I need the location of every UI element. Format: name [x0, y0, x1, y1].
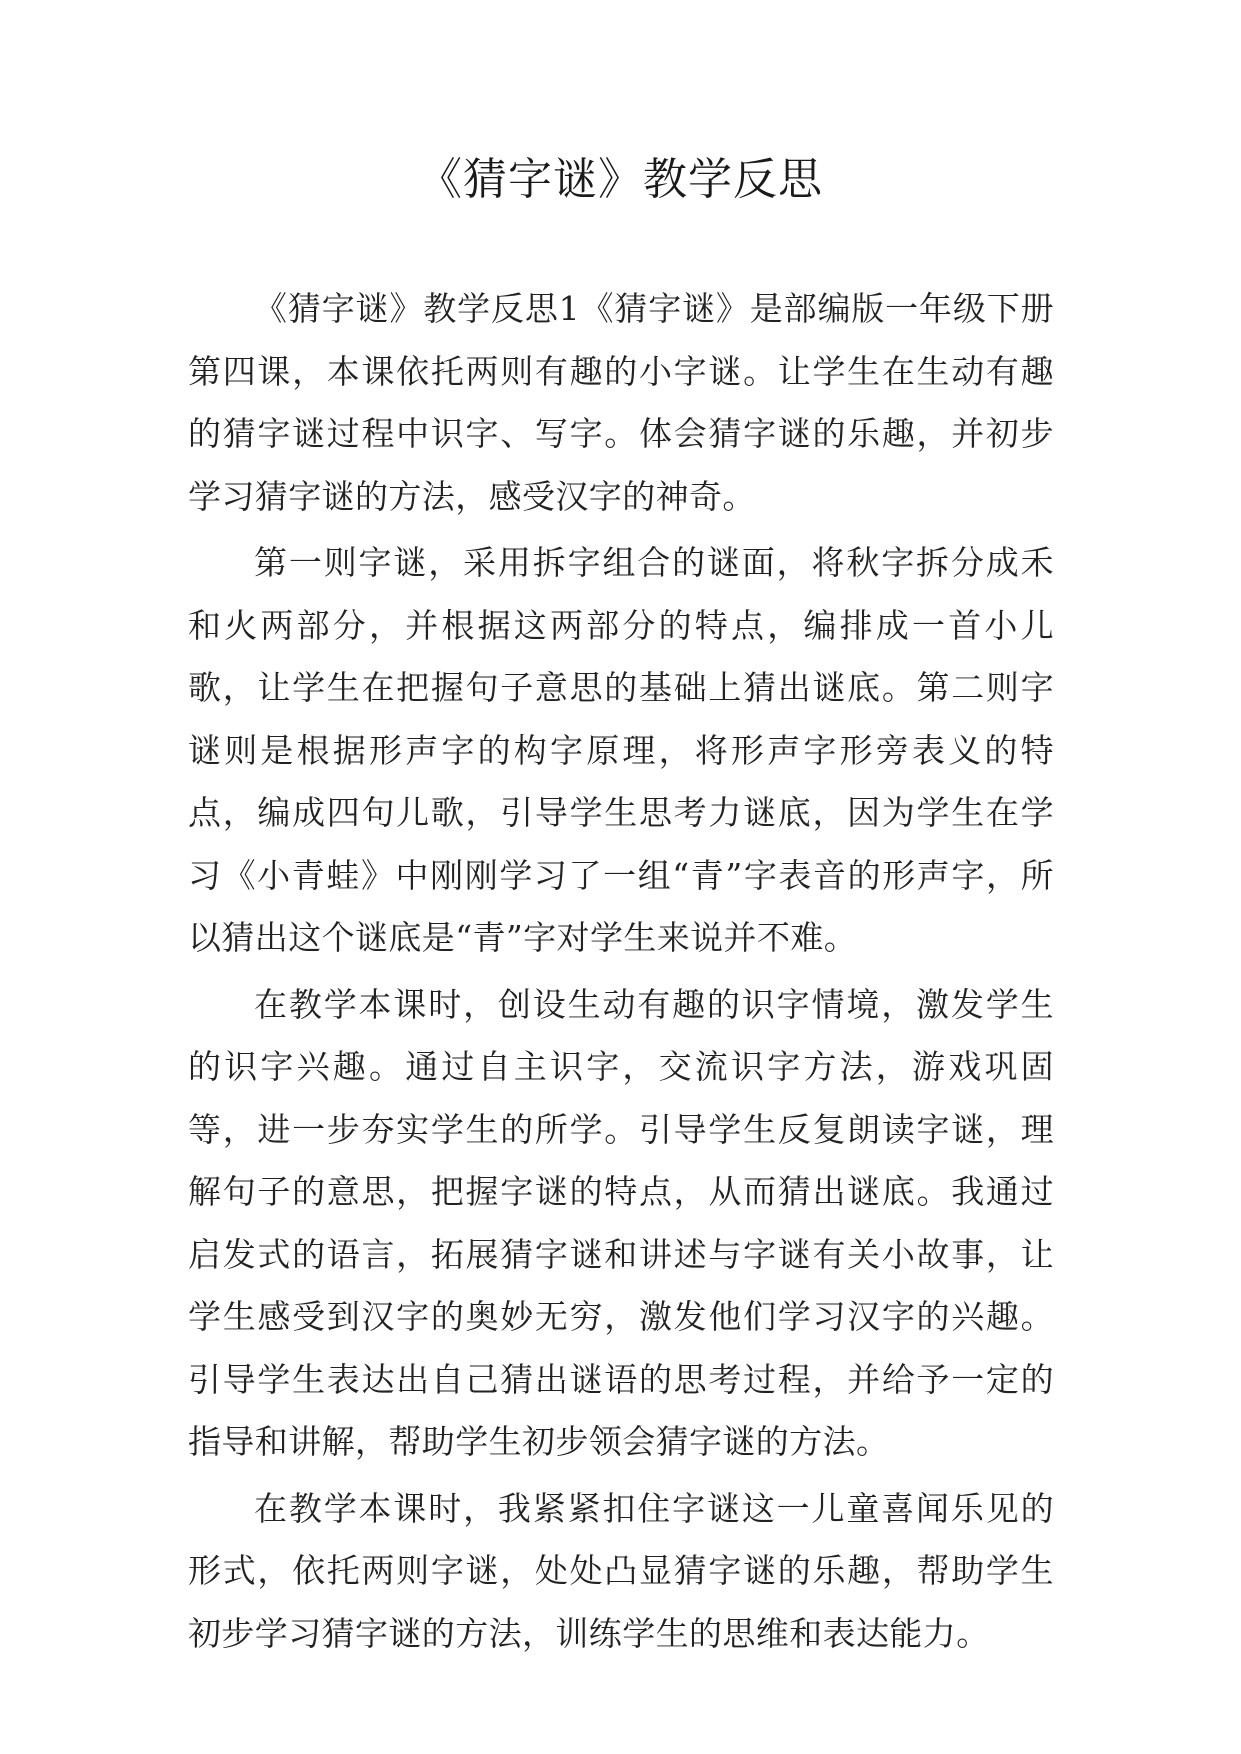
document-title: 《猜字谜》教学反思	[418, 154, 823, 205]
document-body	[188, 278, 1054, 1669]
paragraph-4: 在教学本课时，我紧紧扣住字谜这一儿童喜闻乐见的形式，依托两则字谜，处处凸显猜字谜的乐趣，帮助学生初步学习猜字谜的方法，训练学生的思维和表达能力。	[188, 1488, 1054, 1653]
paragraph-2: 第一则字谜，采用拆字组合的谜面，将秋字拆分成禾和火两部分，并根据这两部分的特点，编排成一首小儿歌，让学生在把握句子意思的基础上猜出谜底。第二则字谜则是根据形声字的构字原理，将形声字形旁表义的特点，编成四句儿歌，引导学生思考力谜底，因为学生在学习《小青蛙》中刚刚学习了一组“青”字表音的形声字，所以猜出这个谜底是“青”字对学生来说并不难。	[188, 543, 1054, 957]
paragraph-3: 在教学本课时，创设生动有趣的识字情境，激发学生的识字兴趣。通过自主识字，交流识字方法，游戏巩固等，进一步夯实学生的所学。引导学生反复朗读字谜，理解句子的意思，把握字谜的特点，从而猜出谜底。我通过启发式的语言，拓展猜字谜和讲述与字谜有关小故事，让学生感受到汉字的奥妙无穷，激发他们学习汉字的兴趣。引导学生表达出自己猜出谜语的思考过程，并给予一定的指导和讲解，帮助学生初步领会猜字谜的方法。	[188, 984, 1054, 1461]
paragraph-1: 《猜字谜》教学反思1《猜字谜》是部编版一年级下册第四课，本课依托两则有趣的小字谜。让学生在生动有趣的猜字谜过程中识字、写字。体会猜字谜的乐趣，并初步学习猜字谜的方法，感受汉字的神奇。	[188, 289, 1054, 516]
